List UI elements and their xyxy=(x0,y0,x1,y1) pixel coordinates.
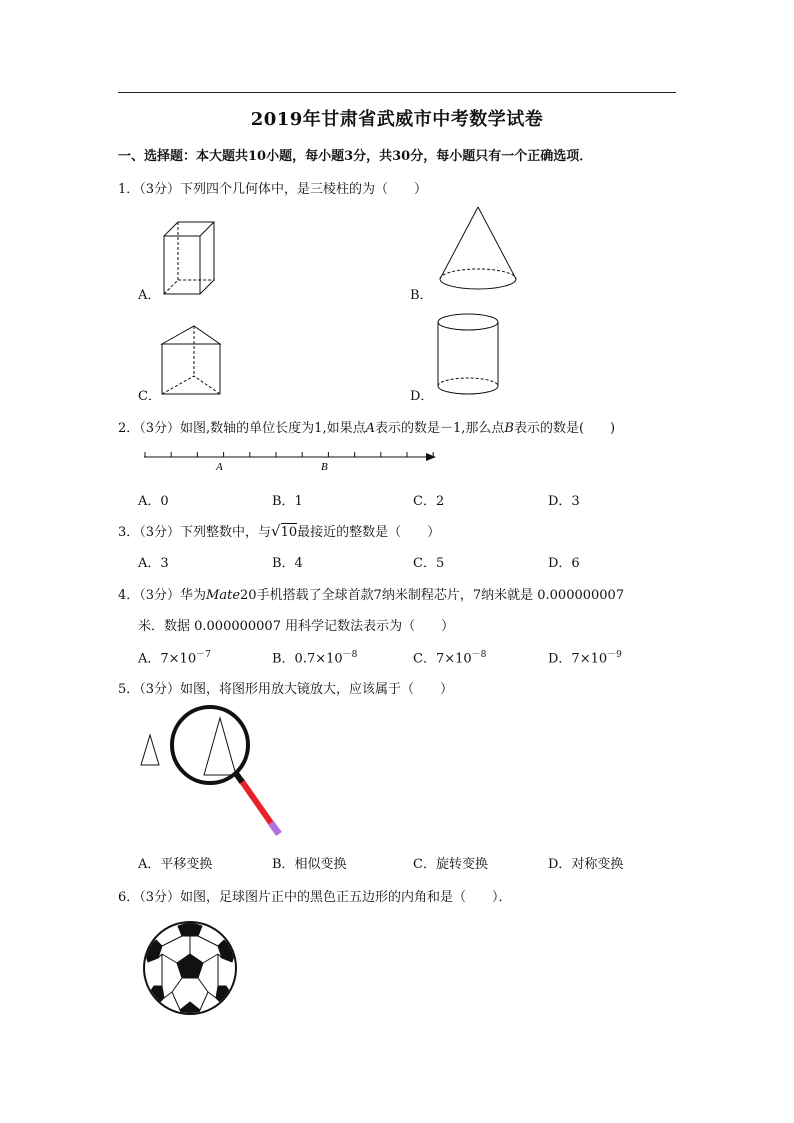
axis-label-b: B xyxy=(321,461,328,473)
q5-option-d[interactable]: D．对称变换 xyxy=(548,857,624,872)
sqrt-radical: √ xyxy=(271,522,281,540)
figure-cone xyxy=(438,205,520,295)
section-heading: 一、选择题：本大题共10小题，每小题3分，共30分，每小题只有一个正确选项． xyxy=(118,149,593,164)
axis-label-a: A xyxy=(216,461,223,473)
number-line xyxy=(140,448,440,474)
q2-stem-post: 表示的数是( ) xyxy=(513,421,616,436)
q4-option-a-base: A．7×10 xyxy=(138,651,197,667)
question-5-stem: 5．（3分）如图，将图形用放大镜放大，应该属于（ ） xyxy=(118,682,454,697)
q3-radicand: 10 xyxy=(280,525,298,540)
q4-option-b-exp: －8 xyxy=(342,650,358,660)
q3-option-d[interactable]: D．6 xyxy=(548,556,580,571)
figure-rectangular-prism xyxy=(160,218,220,298)
small-triangle xyxy=(141,735,159,765)
question-2-stem xyxy=(118,417,615,436)
q3-option-b[interactable]: B．4 xyxy=(272,556,303,571)
q4-mate: Mate xyxy=(206,588,241,603)
q5-option-a[interactable]: A．平移变换 xyxy=(138,857,213,872)
q4-option-c-exp: －8 xyxy=(471,650,487,660)
q3-stem-pre: 3．（3分）下列整数中，与 xyxy=(118,525,272,540)
question-3-stem xyxy=(118,521,440,540)
figure-soccer-ball xyxy=(142,920,240,1018)
q1-option-b[interactable]: B． xyxy=(410,288,433,303)
number-line-ticks xyxy=(145,452,433,457)
question-4-line-2: 米．数据 0.000000007 用科学记数法表示为（ ） xyxy=(138,619,455,634)
q4-option-d[interactable] xyxy=(548,647,622,666)
header-rule xyxy=(118,92,676,93)
q4-option-b[interactable] xyxy=(272,647,357,666)
magnifier-neck xyxy=(235,772,242,782)
figure-cylinder xyxy=(436,312,502,398)
figure-magnifier xyxy=(138,705,298,840)
magnifier-handle xyxy=(241,780,271,823)
q5-option-b[interactable]: B．相似变换 xyxy=(272,857,347,872)
q3-option-a[interactable]: A．3 xyxy=(138,556,169,571)
q2-option-b[interactable]: B．1 xyxy=(272,494,303,509)
question-4-line-1 xyxy=(118,584,624,603)
magnified-triangle xyxy=(204,718,236,775)
q4-option-c[interactable] xyxy=(413,647,486,666)
q2-var-b: B xyxy=(504,421,514,436)
q2-var-a: A xyxy=(365,421,375,436)
q4-option-a-exp: －7 xyxy=(196,650,211,660)
q4-line1-post: 20手机搭载了全球首款7纳米制程芯片，7纳米就是 0.000000007 xyxy=(240,588,625,603)
q2-stem-pre: 2．（3分）如图,数轴的单位长度为1,如果点 xyxy=(118,421,366,436)
figure-triangular-prism xyxy=(160,322,224,398)
q2-option-a[interactable]: A．0 xyxy=(138,494,169,509)
q3-stem-post: 最接近的整数是（ ） xyxy=(297,525,441,540)
magnifier-grip xyxy=(271,823,279,834)
q4-option-d-base: D．7×10 xyxy=(548,651,608,667)
question-6-stem: 6．（3分）如图，足球图片正中的黑色正五边形的内角和是（ ）． xyxy=(118,890,512,905)
q4-option-d-exp: －9 xyxy=(607,650,622,660)
q1-option-c[interactable]: C． xyxy=(138,389,161,404)
page-title: 2019年甘肃省武威市中考数学试卷 xyxy=(250,109,544,130)
q2-option-d[interactable]: D．3 xyxy=(548,494,580,509)
q3-option-c[interactable]: C．5 xyxy=(413,556,445,571)
question-1-stem: 1．（3分）下列四个几何体中，是三棱柱的为（ ） xyxy=(118,182,428,197)
q4-option-a[interactable] xyxy=(138,647,211,666)
q1-option-d[interactable]: D． xyxy=(410,389,434,404)
q2-option-c[interactable]: C．2 xyxy=(413,494,445,509)
q5-option-c[interactable]: C．旋转变换 xyxy=(413,857,488,872)
q4-line1-pre: 4．（3分）华为 xyxy=(118,588,207,603)
q1-option-a[interactable]: A． xyxy=(138,288,161,303)
q2-stem-mid: 表示的数是－1,那么点 xyxy=(374,421,505,436)
q4-option-c-base: C．7×10 xyxy=(413,651,472,667)
q4-option-b-base: B．0.7×10 xyxy=(272,651,343,667)
